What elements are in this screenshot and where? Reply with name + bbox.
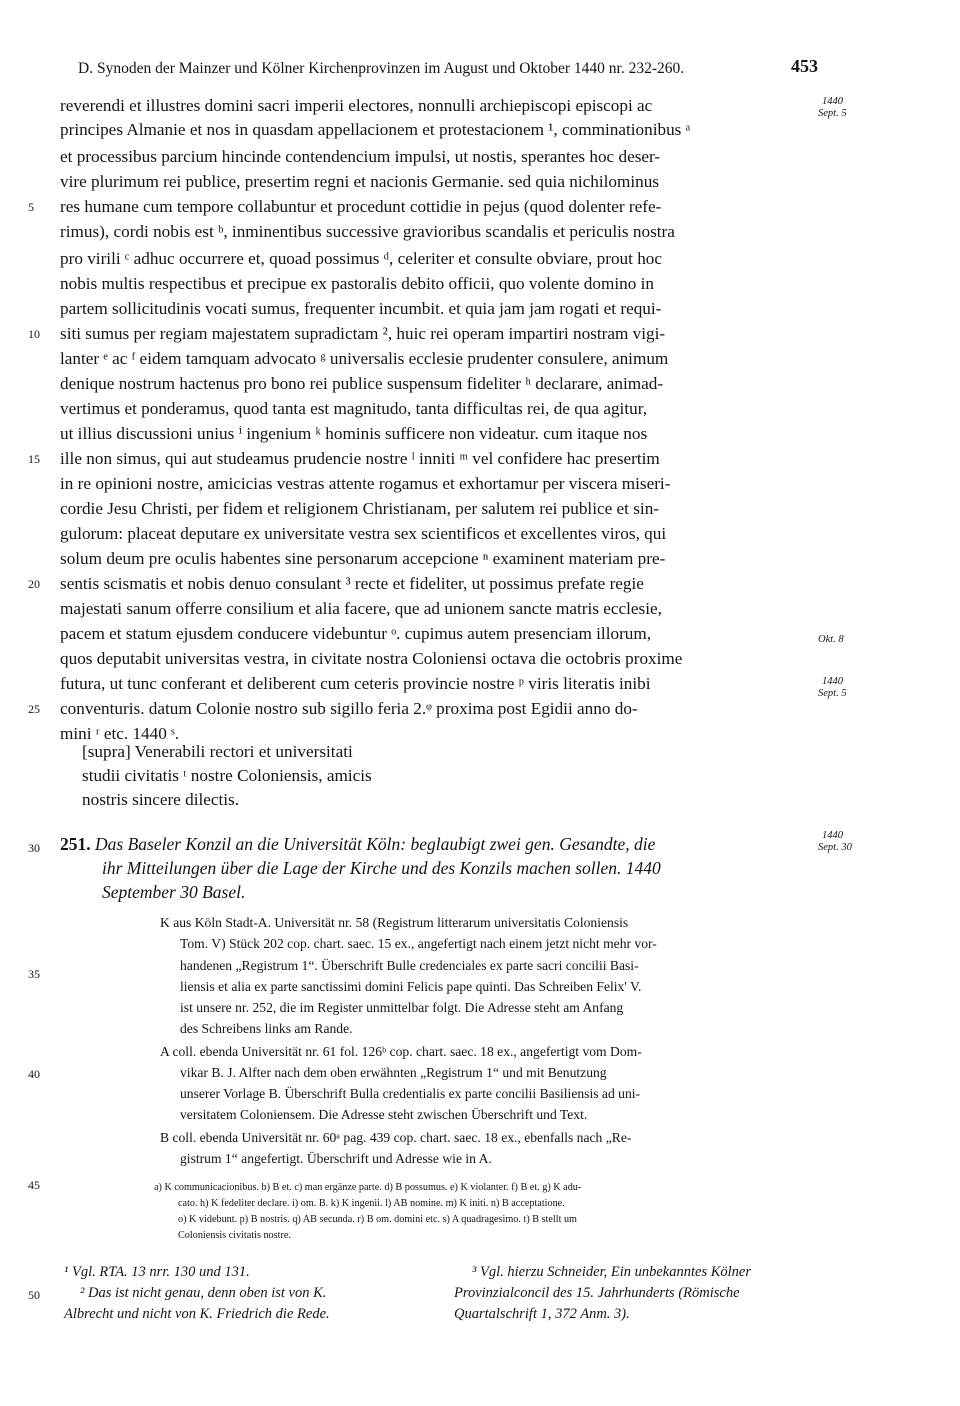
body-line: majestati sanum offerre consilium et alia facere, que ad unionem sancte matris ecclesie, <box>60 599 662 618</box>
footnote: Provinzialconcil des 15. Jahrhunderts (Römische <box>454 1285 740 1301</box>
body-line: pro virili ᶜ adhuc occurrere et, quoad possimus ᵈ, celeriter et consulte obviare, prout hoc <box>60 249 663 268</box>
body-line: denique nostrum hactenus pro bono rei publice suspensum fideliter ʰ declarare, animad- <box>60 374 664 393</box>
margin-year: 1440 <box>822 830 843 841</box>
source-line: des Schreibens links am Rande. <box>180 1021 353 1036</box>
apparatus-line: a) K communicacionibus. b) B et. c) man ergänze parte. d) B possumus. e) K violanter. f) B et. g) K adu- <box>154 1182 582 1193</box>
margin-day: Sept. 5 <box>818 688 847 699</box>
line-number: 40 <box>28 1067 40 1081</box>
body-line: futura, ut tunc conferant et deliberent cum ceteris provincie nostre ᵖ viris literatis inibi <box>60 674 651 693</box>
apparatus-line: cato. h) K fedeliter declare. i) om. B. k) K ingenii. l) AB nomine. m) K initi. n) B acceptatione. <box>178 1198 565 1209</box>
body-line: gulorum: placeat deputare ex universitate vestra sex scientificos et excellentes viros, qui <box>60 524 667 543</box>
apparatus-line: o) K videbunt. p) B nostris. q) AB secunda. r) B om. domini etc. s) A quadragesimo. t) B stellt um <box>178 1214 577 1225</box>
source-line: K aus Köln Stadt-A. Universität nr. 58 (Registrum litterarum universitatis Coloniensis <box>160 915 629 930</box>
line-number: 25 <box>28 702 40 716</box>
source-line: vikar B. J. Alfter nach dem oben erwähnten „Registrum 1“ und mit Benutzung <box>180 1065 607 1080</box>
page-header <box>78 56 818 84</box>
line-number: 35 <box>28 967 40 981</box>
footnote: ³ Vgl. hierzu Schneider, Ein unbekanntes Kölner <box>472 1264 751 1280</box>
footnote: ² Das ist nicht genau, denn oben ist von K. <box>80 1285 327 1301</box>
address-line: [supra] Venerabili rectori et universitati <box>82 742 353 761</box>
document-number: 251. <box>60 834 91 854</box>
body-line: partem sollicitudinis vocati sumus, frequenter incumbit. et quia jam jam rogati et requi- <box>60 299 662 318</box>
line-number: 45 <box>28 1178 40 1192</box>
footnote: ¹ Vgl. RTA. 13 nrr. 130 und 131. <box>64 1264 250 1280</box>
address-line: studii civitatis ᵗ nostre Coloniensis, amicis <box>82 766 372 785</box>
margin-date: Okt. 8 <box>818 634 844 645</box>
source-line: unserer Vorlage B. Überschrift Bulla credentialis ex parte concilii Basiliensis ad uni- <box>180 1086 641 1101</box>
line-number: 20 <box>28 577 40 591</box>
margin-year: 1440 <box>822 676 843 687</box>
line-number: 10 <box>28 327 40 341</box>
source-line: B coll. ebenda Universität nr. 60ᵃ pag. 439 cop. chart. saec. 18 ex., ebenfalls nach „Re- <box>160 1130 632 1145</box>
margin-date <box>818 830 878 854</box>
body-line: res humane cum tempore collabuntur et procedunt cottidie in pejus (quod dolenter refe- <box>60 197 662 216</box>
document-title-line: September 30 Basel. <box>102 882 246 902</box>
body-line: pacem et statum ejusdem conducere videbuntur ᵒ. cupimus autem presenciam illorum, <box>60 624 652 643</box>
apparatus-line: Coloniensis civitatis nostre. <box>178 1230 291 1241</box>
margin-date <box>818 676 878 700</box>
footnote: Albrecht und nicht von K. Friedrich die Rede. <box>64 1306 330 1322</box>
page-number: 453 <box>791 56 818 76</box>
body-line: solum deum pre oculis habentes sine personarum accepcione ⁿ examinent materiam pre- <box>60 549 666 568</box>
footnote: Quartalschrift 1, 372 Anm. 3). <box>454 1306 630 1322</box>
source-line: ist unsere nr. 252, die im Register unmittelbar folgt. Die Adresse steht am Anfang <box>180 1000 624 1015</box>
body-line: mini ʳ etc. 1440 ˢ. <box>60 724 180 743</box>
source-line: liensis et alia ex parte sanctissimi domini Felicis pape quinti. Das Schreiben Felix' V. <box>180 979 642 994</box>
body-line: cordie Jesu Christi, per fidem et religionem Christianam, per salutem rei publice et sin- <box>60 499 660 518</box>
address-line: nostris sincere dilectis. <box>82 790 240 809</box>
document-title <box>60 832 818 856</box>
source-line: A coll. ebenda Universität nr. 61 fol. 126ᵇ cop. chart. saec. 18 ex., angefertigt vom Dom- <box>160 1044 642 1059</box>
margin-year: 1440 <box>822 96 843 107</box>
body-line: reverendi et illustres domini sacri imperii electores, nonnulli archiepiscopi episcopi ac <box>60 96 653 115</box>
line-number: 5 <box>28 200 34 214</box>
body-line: lanter ᵉ ac ᶠ eidem tamquam advocato ᵍ universalis ecclesie prudenter consulere, animum <box>60 349 669 368</box>
body-line: quos deputabit universitas vestra, in civitate nostra Coloniensi octava die octobris proxime <box>60 649 683 668</box>
line-number: 15 <box>28 452 40 466</box>
source-line: versitatem Coloniensem. Die Adresse steht zwischen Überschrift und Text. <box>180 1107 588 1122</box>
document-title-line: Das Baseler Konzil an die Universität Köln: beglaubigt zwei gen. Gesandte, die <box>95 834 656 854</box>
body-line: ille non simus, qui aut studeamus prudencie nostre ˡ inniti ᵐ vel confidere hac presertim <box>60 449 660 468</box>
body-line: vire plurimum rei publice, presertim regni et nacionis Germanie. sed quia nichilominus <box>60 172 660 191</box>
source-line: gistrum 1“ angefertigt. Überschrift und Adresse wie in A. <box>180 1151 492 1166</box>
body-line: rimus), cordi nobis est ᵇ, inminentibus successive gravioribus scandalis et periculis nostra <box>60 222 675 241</box>
body-line: in re opinioni nostre, amicicias vestras attente rogamus et exhortamur per viscera miseri- <box>60 474 671 493</box>
body-line: nobis multis respectibus et precipue ex pastoralis debito officii, quo volente domino in <box>60 274 654 293</box>
line-number: 50 <box>28 1288 40 1302</box>
body-line: et processibus parcium hincinde contendencium impulsi, ut nostis, sperantes hoc deser- <box>60 147 661 166</box>
document-title-line: ihr Mitteilungen über die Lage der Kirche und des Konzils machen sollen. 1440 <box>102 858 661 878</box>
body-line: siti sumus per regiam majestatem supradictam ², huic rei operam impartiri nostram vigi- <box>60 324 666 343</box>
margin-date <box>818 96 878 120</box>
margin-day: Sept. 5 <box>818 108 847 119</box>
body-line: principes Almanie et nos in quasdam appellacionem et protestacionem ¹, comminationibus ᵃ <box>60 120 691 139</box>
margin-day: Sept. 30 <box>818 842 852 853</box>
source-line: handenen „Registrum 1“. Überschrift Bulle credenciales ex parte sacri concilii Basi- <box>180 958 639 973</box>
line-number: 30 <box>28 841 40 855</box>
body-line: conventuris. datum Colonie nostro sub sigillo feria 2.ᵠ proxima post Egidii anno do- <box>60 699 638 718</box>
body-line: vertimus et ponderamus, quod tanta est magnitudo, tanta difficultas rei, de qua agitur, <box>60 399 648 418</box>
running-title: D. Synoden der Mainzer und Kölner Kirchenprovinzen im August und Oktober 1440 nr. 232-260. <box>78 60 685 77</box>
source-line: Tom. V) Stück 202 cop. chart. saec. 15 ex., angefertigt nach einem jetzt nicht mehr vor- <box>180 936 657 951</box>
body-line: sentis scismatis et nobis denuo consulant ³ recte et fideliter, ut possimus prefate regie <box>60 574 644 593</box>
body-line: ut illius discussioni unius ⁱ ingenium ᵏ hominis sufficere non videatur. cum itaque nos <box>60 424 648 443</box>
